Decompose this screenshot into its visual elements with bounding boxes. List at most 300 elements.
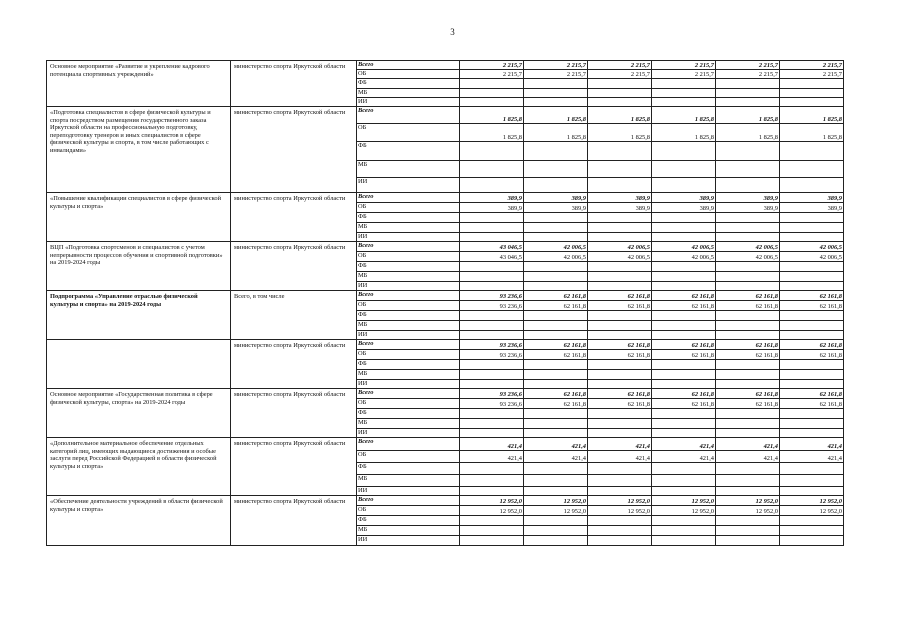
amount-cell: 1 825,8 — [460, 107, 524, 124]
amount-cell: 2 215,7 — [524, 70, 588, 79]
amount-cell: 389,9 — [524, 193, 588, 203]
funding-source: ФБ — [357, 213, 460, 223]
amount-cell — [780, 79, 844, 89]
amount-cell — [588, 223, 652, 233]
amount-cell: 1 825,8 — [716, 107, 780, 124]
amount-cell: 389,9 — [652, 193, 716, 203]
amount-cell: 62 161,8 — [524, 291, 588, 301]
amount-cell: 62 161,8 — [716, 301, 780, 311]
amount-cell — [588, 89, 652, 98]
amount-cell — [780, 213, 844, 223]
amount-cell — [588, 321, 652, 331]
amount-cell: 42 006,5 — [780, 252, 844, 262]
amount-cell: 42 006,5 — [588, 242, 652, 252]
amount-cell — [652, 380, 716, 389]
amount-cell: 62 161,8 — [780, 389, 844, 399]
funding-source: ИИ — [357, 429, 460, 438]
executor: министерство спорта Иркутской области — [231, 242, 357, 291]
amount-cell: 2 215,7 — [716, 61, 780, 70]
row-total — [47, 438, 844, 451]
amount-cell — [524, 429, 588, 438]
measure-name: Подпрограмма «Управление отраслью физической культуры и спорта» на 2019-2024 годы — [47, 291, 231, 340]
amount-cell: 421,4 — [588, 438, 652, 451]
amount-cell: 421,4 — [652, 451, 716, 463]
amount-cell — [460, 178, 524, 193]
amount-cell — [652, 98, 716, 107]
amount-cell — [460, 282, 524, 291]
amount-cell — [524, 233, 588, 242]
amount-cell: 12 952,0 — [460, 506, 524, 516]
amount-cell — [780, 516, 844, 526]
funding-source: ФБ — [357, 516, 460, 526]
amount-cell — [588, 142, 652, 161]
amount-cell — [716, 429, 780, 438]
amount-cell — [780, 262, 844, 272]
amount-cell — [588, 311, 652, 321]
amount-cell: 2 215,7 — [780, 61, 844, 70]
amount-cell: 62 161,8 — [588, 340, 652, 350]
amount-cell — [524, 331, 588, 340]
amount-cell — [716, 178, 780, 193]
amount-cell — [716, 79, 780, 89]
amount-cell: 389,9 — [588, 193, 652, 203]
amount-cell — [652, 311, 716, 321]
amount-cell — [716, 370, 780, 380]
amount-cell — [780, 419, 844, 429]
amount-cell — [460, 262, 524, 272]
funding-source: Всего — [357, 438, 460, 451]
amount-cell — [588, 536, 652, 546]
amount-cell — [524, 89, 588, 98]
amount-cell: 2 215,7 — [588, 70, 652, 79]
amount-cell — [780, 161, 844, 178]
amount-cell — [588, 487, 652, 496]
row-total — [47, 107, 844, 124]
funding-source: ИИ — [357, 282, 460, 291]
amount-cell — [524, 409, 588, 419]
row-total — [47, 193, 844, 203]
amount-cell: 62 161,8 — [588, 350, 652, 360]
amount-cell: 42 006,5 — [652, 242, 716, 252]
amount-cell: 421,4 — [652, 438, 716, 451]
amount-cell — [460, 223, 524, 233]
amount-cell: 12 952,0 — [716, 496, 780, 506]
funding-source: МБ — [357, 321, 460, 331]
amount-cell: 2 215,7 — [652, 70, 716, 79]
amount-cell: 62 161,8 — [524, 340, 588, 350]
amount-cell: 1 825,8 — [716, 124, 780, 142]
amount-cell — [460, 463, 524, 475]
executor: министерство спорта Иркутской области — [231, 389, 357, 438]
funding-source: ФБ — [357, 409, 460, 419]
funding-source: ФБ — [357, 360, 460, 370]
amount-cell — [652, 142, 716, 161]
amount-cell: 42 006,5 — [524, 252, 588, 262]
funding-source: Всего — [357, 193, 460, 203]
amount-cell: 93 236,6 — [460, 350, 524, 360]
amount-cell — [588, 419, 652, 429]
amount-cell — [780, 331, 844, 340]
amount-cell — [652, 272, 716, 282]
amount-cell — [460, 370, 524, 380]
amount-cell — [588, 370, 652, 380]
funding-source: МБ — [357, 526, 460, 536]
amount-cell — [716, 463, 780, 475]
funding-source: ОБ — [357, 399, 460, 409]
amount-cell — [460, 331, 524, 340]
amount-cell: 1 825,8 — [588, 107, 652, 124]
amount-cell: 12 952,0 — [460, 496, 524, 506]
amount-cell — [588, 409, 652, 419]
amount-cell — [524, 419, 588, 429]
row-total — [47, 340, 844, 350]
measure-name: ВЦП «Подготовка спортсменов и специалистов с учетом непрерывности процессов обучения и спортивной подготовки» на 2019-2024 годы — [47, 242, 231, 291]
funding-source: МБ — [357, 475, 460, 487]
amount-cell — [652, 536, 716, 546]
amount-cell — [652, 419, 716, 429]
amount-cell — [652, 89, 716, 98]
amount-cell: 389,9 — [780, 193, 844, 203]
amount-cell — [524, 487, 588, 496]
amount-cell — [652, 282, 716, 291]
funding-source: ОБ — [357, 350, 460, 360]
amount-cell — [460, 321, 524, 331]
page-number: 3 — [450, 27, 455, 37]
amount-cell: 93 236,6 — [460, 399, 524, 409]
amount-cell: 12 952,0 — [780, 506, 844, 516]
amount-cell — [780, 475, 844, 487]
amount-cell — [460, 98, 524, 107]
funding-source: МБ — [357, 89, 460, 98]
amount-cell — [716, 380, 780, 389]
measure-name — [47, 340, 231, 389]
amount-cell: 1 825,8 — [460, 124, 524, 142]
amount-cell: 93 236,6 — [460, 301, 524, 311]
amount-cell — [588, 331, 652, 340]
amount-cell: 2 215,7 — [460, 61, 524, 70]
amount-cell: 389,9 — [716, 203, 780, 213]
amount-cell: 62 161,8 — [652, 301, 716, 311]
amount-cell: 62 161,8 — [716, 389, 780, 399]
amount-cell — [588, 272, 652, 282]
amount-cell — [716, 487, 780, 496]
amount-cell — [716, 360, 780, 370]
amount-cell — [780, 178, 844, 193]
row-total — [47, 389, 844, 399]
amount-cell — [716, 223, 780, 233]
amount-cell: 93 236,6 — [460, 340, 524, 350]
amount-cell — [780, 98, 844, 107]
amount-cell — [780, 463, 844, 475]
amount-cell — [716, 321, 780, 331]
amount-cell — [652, 429, 716, 438]
amount-cell — [652, 526, 716, 536]
amount-cell — [716, 516, 780, 526]
amount-cell — [652, 178, 716, 193]
amount-cell — [652, 161, 716, 178]
amount-cell — [460, 360, 524, 370]
measure-name: «Повышение квалификации специалистов в сфере физической культуры и спорта» — [47, 193, 231, 242]
amount-cell: 12 952,0 — [588, 506, 652, 516]
funding-source: Всего — [357, 291, 460, 301]
amount-cell — [652, 475, 716, 487]
funding-source: ФБ — [357, 142, 460, 161]
funding-source: ОБ — [357, 203, 460, 213]
amount-cell: 1 825,8 — [780, 107, 844, 124]
amount-cell — [460, 516, 524, 526]
amount-cell — [588, 429, 652, 438]
amount-cell — [524, 282, 588, 291]
amount-cell — [524, 161, 588, 178]
amount-cell — [460, 142, 524, 161]
amount-cell — [588, 516, 652, 526]
amount-cell — [588, 475, 652, 487]
amount-cell — [588, 161, 652, 178]
amount-cell — [524, 475, 588, 487]
amount-cell: 1 825,8 — [780, 124, 844, 142]
amount-cell: 62 161,8 — [588, 399, 652, 409]
funding-source: ФБ — [357, 463, 460, 475]
budget-table — [46, 60, 844, 546]
funding-source: ОБ — [357, 506, 460, 516]
amount-cell: 1 825,8 — [588, 124, 652, 142]
executor: министерство спорта Иркутской области — [231, 193, 357, 242]
amount-cell: 421,4 — [524, 451, 588, 463]
amount-cell — [524, 223, 588, 233]
amount-cell — [780, 360, 844, 370]
amount-cell — [460, 409, 524, 419]
amount-cell — [780, 272, 844, 282]
amount-cell — [460, 536, 524, 546]
amount-cell: 42 006,5 — [716, 242, 780, 252]
amount-cell — [780, 409, 844, 419]
amount-cell: 62 161,8 — [716, 350, 780, 360]
amount-cell — [652, 487, 716, 496]
amount-cell — [588, 282, 652, 291]
amount-cell — [524, 98, 588, 107]
amount-cell: 389,9 — [460, 193, 524, 203]
amount-cell — [460, 233, 524, 242]
amount-cell — [716, 282, 780, 291]
amount-cell — [524, 516, 588, 526]
amount-cell — [460, 311, 524, 321]
amount-cell — [652, 213, 716, 223]
amount-cell: 62 161,8 — [716, 340, 780, 350]
amount-cell — [716, 311, 780, 321]
amount-cell: 62 161,8 — [780, 350, 844, 360]
amount-cell: 62 161,8 — [652, 399, 716, 409]
amount-cell — [524, 536, 588, 546]
amount-cell — [780, 487, 844, 496]
amount-cell — [588, 233, 652, 242]
amount-cell — [652, 223, 716, 233]
funding-source: ОБ — [357, 451, 460, 463]
amount-cell — [588, 213, 652, 223]
amount-cell — [588, 463, 652, 475]
amount-cell: 62 161,8 — [716, 399, 780, 409]
amount-cell: 62 161,8 — [780, 301, 844, 311]
amount-cell: 421,4 — [524, 438, 588, 451]
amount-cell — [524, 272, 588, 282]
funding-source: МБ — [357, 272, 460, 282]
amount-cell: 93 236,6 — [460, 291, 524, 301]
measure-name: «Подготовка специалистов в сфере физической культуры и спорта посредством размещения государственного заказа Иркутской области на профессиональную подготовку, переподготовку тренеров и иных специалистов в сфере физической культуры и спорта, в том числе работающих с инвалидами» — [47, 107, 231, 193]
amount-cell — [716, 98, 780, 107]
funding-source: МБ — [357, 419, 460, 429]
amount-cell: 2 215,7 — [780, 70, 844, 79]
funding-source: МБ — [357, 161, 460, 178]
amount-cell — [524, 79, 588, 89]
amount-cell — [716, 89, 780, 98]
amount-cell — [524, 526, 588, 536]
amount-cell — [652, 463, 716, 475]
funding-source: ОБ — [357, 70, 460, 79]
amount-cell: 421,4 — [588, 451, 652, 463]
funding-source: ОБ — [357, 301, 460, 311]
amount-cell — [460, 79, 524, 89]
amount-cell — [716, 233, 780, 242]
amount-cell: 389,9 — [780, 203, 844, 213]
funding-source: ИИ — [357, 98, 460, 107]
amount-cell — [460, 213, 524, 223]
amount-cell — [780, 429, 844, 438]
amount-cell — [780, 370, 844, 380]
funding-source: Всего — [357, 107, 460, 124]
amount-cell — [588, 79, 652, 89]
amount-cell — [588, 98, 652, 107]
executor: министерство спорта Иркутской области — [231, 340, 357, 389]
amount-cell: 12 952,0 — [780, 496, 844, 506]
amount-cell: 1 825,8 — [524, 107, 588, 124]
amount-cell — [460, 419, 524, 429]
executor: министерство спорта Иркутской области — [231, 438, 357, 496]
amount-cell — [652, 370, 716, 380]
amount-cell: 62 161,8 — [716, 291, 780, 301]
amount-cell — [780, 233, 844, 242]
amount-cell — [780, 321, 844, 331]
amount-cell — [524, 142, 588, 161]
amount-cell — [652, 262, 716, 272]
amount-cell — [588, 380, 652, 389]
funding-source: Всего — [357, 496, 460, 506]
amount-cell — [524, 380, 588, 389]
amount-cell: 12 952,0 — [652, 496, 716, 506]
amount-cell: 389,9 — [524, 203, 588, 213]
amount-cell — [460, 526, 524, 536]
amount-cell: 62 161,8 — [524, 301, 588, 311]
amount-cell — [524, 463, 588, 475]
amount-cell — [780, 526, 844, 536]
amount-cell — [652, 331, 716, 340]
amount-cell: 62 161,8 — [524, 399, 588, 409]
amount-cell: 421,4 — [780, 438, 844, 451]
executor: министерство спорта Иркутской области — [231, 107, 357, 193]
funding-source: ИИ — [357, 487, 460, 496]
funding-source: ИИ — [357, 178, 460, 193]
amount-cell: 62 161,8 — [780, 291, 844, 301]
amount-cell: 12 952,0 — [652, 506, 716, 516]
funding-source: ИИ — [357, 380, 460, 389]
funding-source: МБ — [357, 370, 460, 380]
amount-cell: 2 215,7 — [588, 61, 652, 70]
funding-source: ФБ — [357, 262, 460, 272]
amount-cell: 2 215,7 — [524, 61, 588, 70]
amount-cell: 62 161,8 — [780, 340, 844, 350]
amount-cell — [716, 161, 780, 178]
amount-cell: 62 161,8 — [652, 350, 716, 360]
amount-cell — [652, 516, 716, 526]
amount-cell — [652, 321, 716, 331]
amount-cell — [588, 360, 652, 370]
funding-source: Всего — [357, 242, 460, 252]
funding-source: ФБ — [357, 311, 460, 321]
amount-cell — [588, 526, 652, 536]
amount-cell: 43 046,5 — [460, 242, 524, 252]
amount-cell — [652, 79, 716, 89]
amount-cell — [780, 282, 844, 291]
funding-source: МБ — [357, 223, 460, 233]
amount-cell: 42 006,5 — [588, 252, 652, 262]
amount-cell: 62 161,8 — [652, 389, 716, 399]
measure-name: Основное мероприятие «Государственная политика в сфере физической культуры, спорта» на 2019-2024 годы — [47, 389, 231, 438]
row-total — [47, 61, 844, 70]
amount-cell: 2 215,7 — [460, 70, 524, 79]
amount-cell — [460, 89, 524, 98]
amount-cell — [716, 331, 780, 340]
amount-cell: 1 825,8 — [652, 107, 716, 124]
amount-cell: 62 161,8 — [524, 389, 588, 399]
amount-cell: 62 161,8 — [588, 291, 652, 301]
amount-cell: 421,4 — [716, 451, 780, 463]
amount-cell — [780, 311, 844, 321]
amount-cell — [588, 178, 652, 193]
amount-cell: 1 825,8 — [652, 124, 716, 142]
funding-source: ОБ — [357, 124, 460, 142]
measure-name: Основное мероприятие «Развитие и укрепление кадрового потенциала спортивных учреждений» — [47, 61, 231, 107]
amount-cell: 42 006,5 — [652, 252, 716, 262]
amount-cell: 62 161,8 — [588, 389, 652, 399]
amount-cell: 421,4 — [460, 451, 524, 463]
amount-cell — [716, 409, 780, 419]
amount-cell — [460, 487, 524, 496]
amount-cell — [524, 360, 588, 370]
amount-cell — [780, 536, 844, 546]
amount-cell: 62 161,8 — [588, 301, 652, 311]
amount-cell — [524, 262, 588, 272]
amount-cell — [780, 89, 844, 98]
amount-cell: 389,9 — [588, 203, 652, 213]
funding-source: ИИ — [357, 331, 460, 340]
amount-cell: 42 006,5 — [524, 242, 588, 252]
amount-cell: 421,4 — [460, 438, 524, 451]
amount-cell: 62 161,8 — [524, 350, 588, 360]
amount-cell: 62 161,8 — [652, 340, 716, 350]
amount-cell — [460, 429, 524, 438]
amount-cell — [716, 142, 780, 161]
amount-cell — [716, 475, 780, 487]
amount-cell: 43 046,5 — [460, 252, 524, 262]
amount-cell — [716, 262, 780, 272]
amount-cell — [460, 161, 524, 178]
amount-cell: 12 952,0 — [588, 496, 652, 506]
amount-cell: 42 006,5 — [716, 252, 780, 262]
funding-source: ФБ — [357, 79, 460, 89]
amount-cell: 2 215,7 — [716, 70, 780, 79]
amount-cell — [652, 360, 716, 370]
amount-cell — [460, 380, 524, 389]
amount-cell: 12 952,0 — [716, 506, 780, 516]
funding-source: ОБ — [357, 252, 460, 262]
